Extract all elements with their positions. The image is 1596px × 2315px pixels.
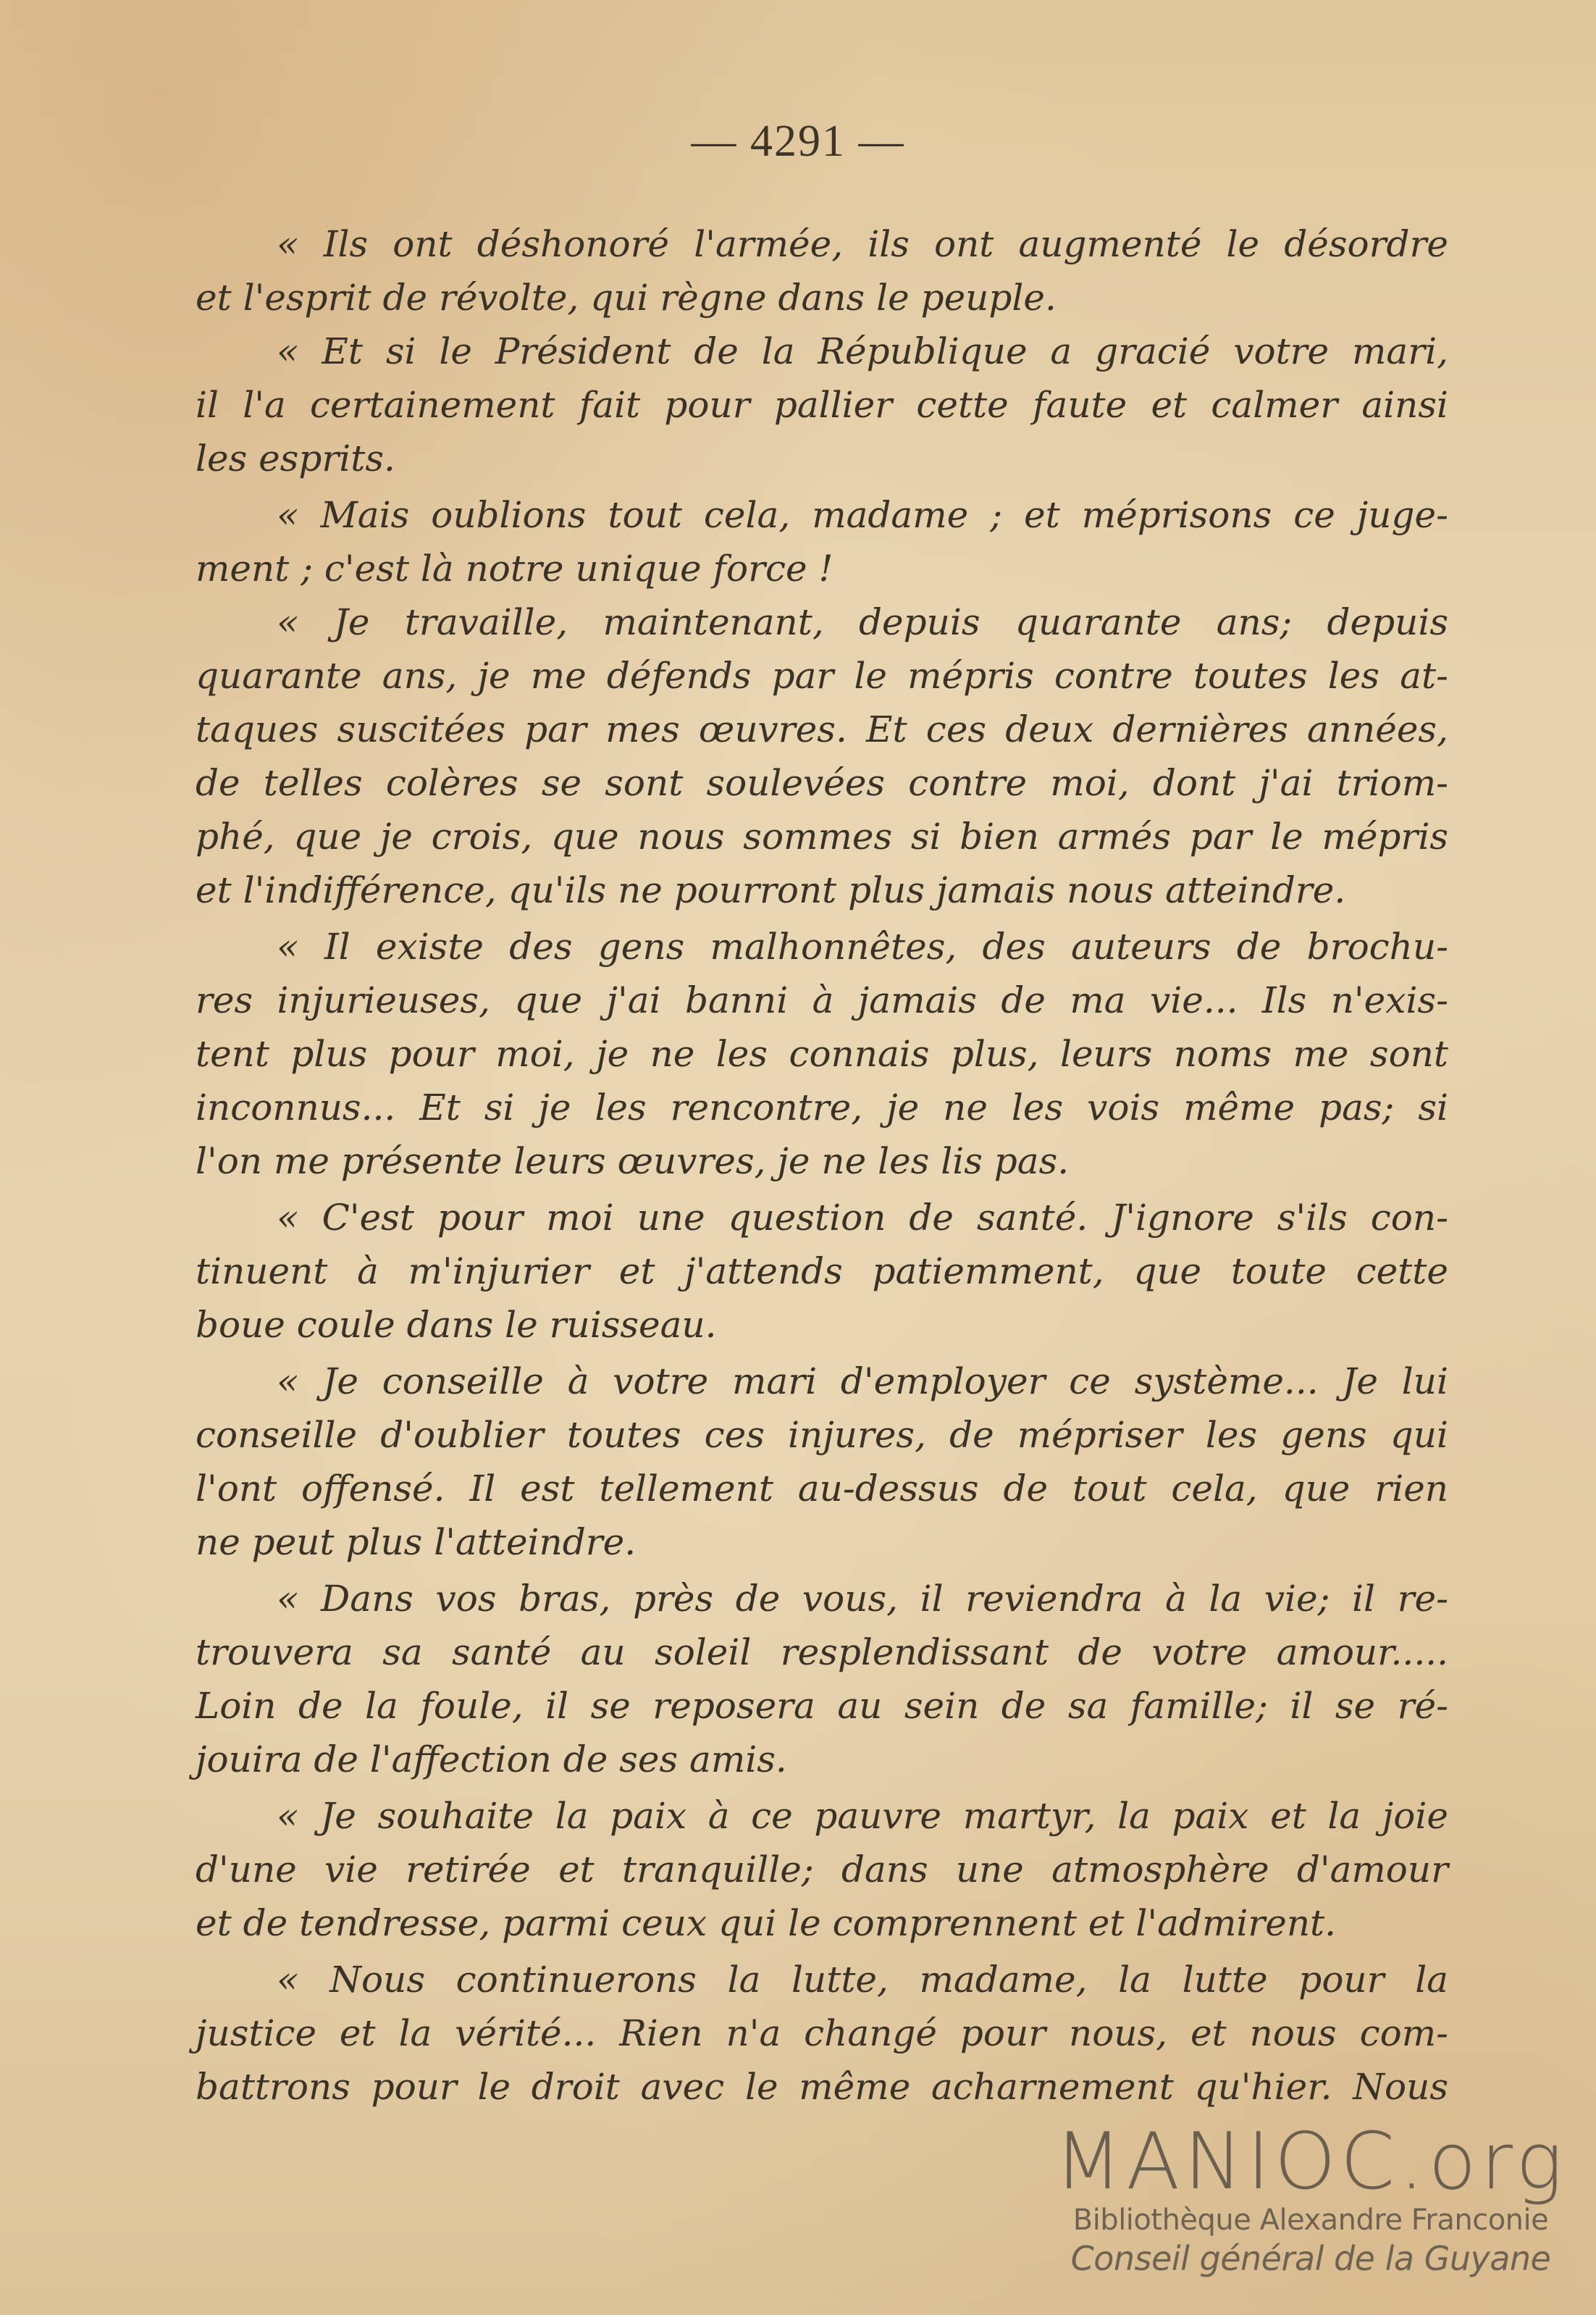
text-line: tinuent à m'injurier et j'attends patiemment, que toute cette bbox=[196, 1250, 1448, 1292]
text-line: ne peut plus l'atteindre. bbox=[196, 1521, 637, 1563]
text-line: res injurieuses, que j'ai banni à jamais de ma vie... Ils n'exis- bbox=[196, 979, 1448, 1021]
council-name: Conseil général de la Guyane bbox=[1070, 2239, 1551, 2278]
text-line: il l'a certainement fait pour pallier cette faute et calmer ainsi bbox=[196, 384, 1448, 426]
text-line: taques suscitées par mes œuvres. Et ces deux dernières années, bbox=[196, 708, 1448, 750]
text-line: de telles colères se sont soulevées contre moi, dont j'ai triom- bbox=[196, 762, 1448, 804]
text-line: et l'indifférence, qu'ils ne pourront plus jamais nous atteindre. bbox=[196, 869, 1346, 911]
text-line: les esprits. bbox=[196, 438, 395, 480]
text-line: Loin de la foule, il se reposera au sein de sa famille; il se ré- bbox=[196, 1685, 1448, 1727]
paragraph-first-line: « Ils ont déshonoré l'armée, ils ont augmenté le désordre bbox=[277, 223, 1448, 265]
text-line: l'on me présente leurs œuvres, je ne les lis pas. bbox=[196, 1140, 1070, 1182]
text-line: jouira de l'affection de ses amis. bbox=[196, 1738, 787, 1780]
paragraph-first-line: « Et si le Président de la République a gracié votre mari, bbox=[277, 330, 1448, 372]
text-line: tent plus pour moi, je ne les connais plus, leurs noms me sont bbox=[196, 1033, 1448, 1075]
manioc-logo: MANIOC.org bbox=[1054, 2117, 1567, 2207]
library-name: Bibliothèque Alexandre Franconie bbox=[1072, 2203, 1549, 2237]
paragraph-first-line: « Mais oublions tout cela, madame ; et méprisons ce juge- bbox=[277, 494, 1448, 536]
text-line: boue coule dans le ruisseau. bbox=[196, 1304, 717, 1346]
text-line: conseille d'oublier toutes ces injures, de mépriser les gens qui bbox=[196, 1414, 1448, 1456]
text-line: inconnus... Et si je les rencontre, je ne les vois même pas; si bbox=[196, 1087, 1448, 1129]
text-line: battrons pour le droit avec le même acharnement qu'hier. Nous bbox=[196, 2066, 1448, 2108]
paragraph-first-line: « Il existe des gens malhonnêtes, des auteurs de brochu- bbox=[277, 926, 1448, 968]
paragraph-first-line: « C'est pour moi une question de santé. J'ignore s'ils con- bbox=[277, 1197, 1448, 1239]
manioc-watermark bbox=[1036, 2117, 1586, 2279]
paragraph-first-line: « Je travaille, maintenant, depuis quarante ans; depuis bbox=[277, 601, 1448, 643]
text-line: l'ont offensé. Il est tellement au-dessus de tout cela, que rien bbox=[196, 1468, 1448, 1510]
text-line: ment ; c'est là notre unique force ! bbox=[196, 548, 833, 590]
text-line: justice et la vérité... Rien n'a changé pour nous, et nous com- bbox=[196, 2012, 1448, 2054]
paragraph-first-line: « Je conseille à votre mari d'employer ce système... Je lui bbox=[277, 1360, 1448, 1402]
text-line: et l'esprit de révolte, qui règne dans le peuple. bbox=[196, 277, 1057, 319]
text-line: d'une vie retirée et tranquille; dans une atmosphère d'amour bbox=[196, 1849, 1448, 1891]
paragraph-first-line: « Nous continuerons la lutte, madame, la lutte pour la bbox=[277, 1959, 1448, 2001]
text-line: et de tendresse, parmi ceux qui le comprennent et l'admirent. bbox=[196, 1902, 1337, 1944]
text-line: phé, que je crois, que nous sommes si bien armés par le mépris bbox=[196, 816, 1448, 858]
text-line: quarante ans, je me défends par le mépris contre toutes les at- bbox=[196, 655, 1448, 697]
text-line: trouvera sa santé au soleil resplendissant de votre amour..... bbox=[196, 1631, 1448, 1673]
paragraph-first-line: « Je souhaite la paix à ce pauvre martyr, la paix et la joie bbox=[277, 1795, 1448, 1837]
page-number: — 4291 — bbox=[691, 117, 905, 166]
paragraph-first-line: « Dans vos bras, près de vous, il reviendra à la vie; il re- bbox=[277, 1578, 1448, 1620]
